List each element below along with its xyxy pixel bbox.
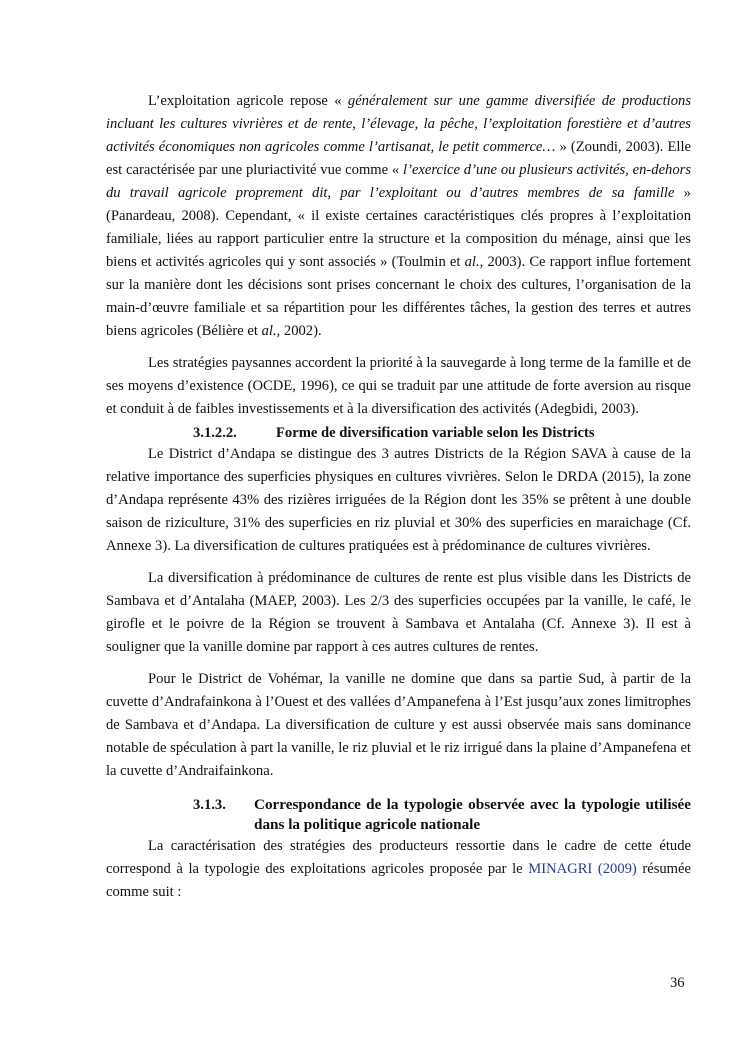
p1-text-4: , 2003). Ce rapport influe fortement sur la manière dont les décisions sont prises concernant le choix des cultures, l’organisation de la main-d’œuvre familiale et sa répartition pour les différentes tâches, la gestion des terres et autres biens agricoles (Bélière et bbox=[106, 254, 691, 339]
body-text bbox=[106, 90, 691, 904]
paragraph-caracterisation bbox=[106, 835, 691, 904]
paragraph-cultures-de-rente: La diversification à prédominance de cultures de rente est plus visible dans les Districts de Sambava et d’Antalaha (MAEP, 2003). Les 2/3 des superficies occupées par la vanille, le café, le girofle et le poivre de la Région se trouvent à Sambava et Antalaha (Cf. Annexe 3). Il est à souligner que la vanille domine par rapport à ces autres cultures de rentes. bbox=[106, 570, 691, 655]
p1-quote-panardeau: l’exercice d’une ou plusieurs activités, en-dehors du travail agricole proprement dit, par l’exploitant ou d’autres membres de sa famille bbox=[106, 162, 691, 201]
paragraph-exploitation-agricole bbox=[106, 90, 691, 343]
section-number: 3.1.3. bbox=[193, 797, 226, 813]
paragraph-andapa: Le District d’Andapa se distingue des 3 autres Districts de la Région SAVA à cause de la relative importance des superficies physiques en cultures vivrières. Selon le DRDA (2015), la zone d’Andapa représente 43% des rizières irriguées de la Région dont les 35% se prêtent à une double saison de riziculture, 31% des superficies en riz pluvial et 30% des superficies en maraichage (Cf. Annexe 3). La diversification de cultures pratiquées est à prédominance de cultures vivrières. bbox=[106, 446, 691, 554]
minagri-reference-link[interactable]: MINAGRI (2009) bbox=[528, 861, 637, 877]
page-number: 36 bbox=[670, 975, 685, 991]
p1-text-2: » (Zoundi, 2003). Elle est caractérisée par une pluriactivité vue comme « bbox=[106, 139, 691, 178]
section-number: 3.1.2.2. bbox=[193, 425, 237, 441]
section-heading-3-1-2-2 bbox=[106, 423, 691, 443]
p1-text-3: » (Panardeau, 2008). Cependant, « il existe certaines caractéristiques clés propres à l’exploitation familiale, liées au rapport particulier entre la structure et la composition du ménage, ainsi que les biens et activités agricoles qui y sont associés » (Toulmin et bbox=[106, 185, 691, 270]
p1-etal-2: al. bbox=[261, 323, 277, 339]
section-title: Correspondance de la typologie observée avec la typologie utilisée dans la politique agricole nationale bbox=[254, 796, 691, 833]
p1-etal-1: al. bbox=[464, 254, 480, 270]
section-title: Forme de diversification variable selon les Districts bbox=[276, 425, 595, 441]
p6-text-1: La caractérisation des stratégies des producteurs ressortie dans le cadre de cette étude correspond à la typologie des exploitations agricoles proposée par le bbox=[106, 838, 691, 877]
paragraph-strategies-paysannes: Les stratégies paysannes accordent la priorité à la sauvegarde à long terme de la famille et de ses moyens d’existence (OCDE, 1996), ce qui se traduit par une attitude de forte aversion au risque et conduit à de faibles investissements et à la diversification des activités (Adegbidi, 2003). bbox=[106, 355, 691, 417]
paragraph-vohemar: Pour le District de Vohémar, la vanille ne domine que dans sa partie Sud, à partir de la cuvette d’Andrafainkona à l’Ouest et des vallées d’Ampanefena à l’Est jusqu’aux zones limitrophes de Sambava et d’Andapa. La diversification de culture y est aussi observée mais sans dominance notable de spéculation à part la vanille, le riz pluvial et le riz irrigué dans la plaine d’Ampanefena et la cuvette d’Andraifainkona. bbox=[106, 671, 691, 779]
p1-quote-zoundi: généralement sur une gamme diversifiée de productions incluant les cultures vivrières et de rente, l’élevage, la pêche, l’exploitation forestière et d’autres activités économiques non agricoles comme l’artisanat, le petit commerce… bbox=[106, 93, 692, 155]
p1-text-5: , 2002). bbox=[276, 323, 322, 339]
p1-text-1: L’exploitation agricole repose « bbox=[148, 93, 348, 109]
section-heading-3-1-3 bbox=[106, 795, 691, 835]
p6-text-2: résumée comme suit : bbox=[106, 861, 691, 900]
